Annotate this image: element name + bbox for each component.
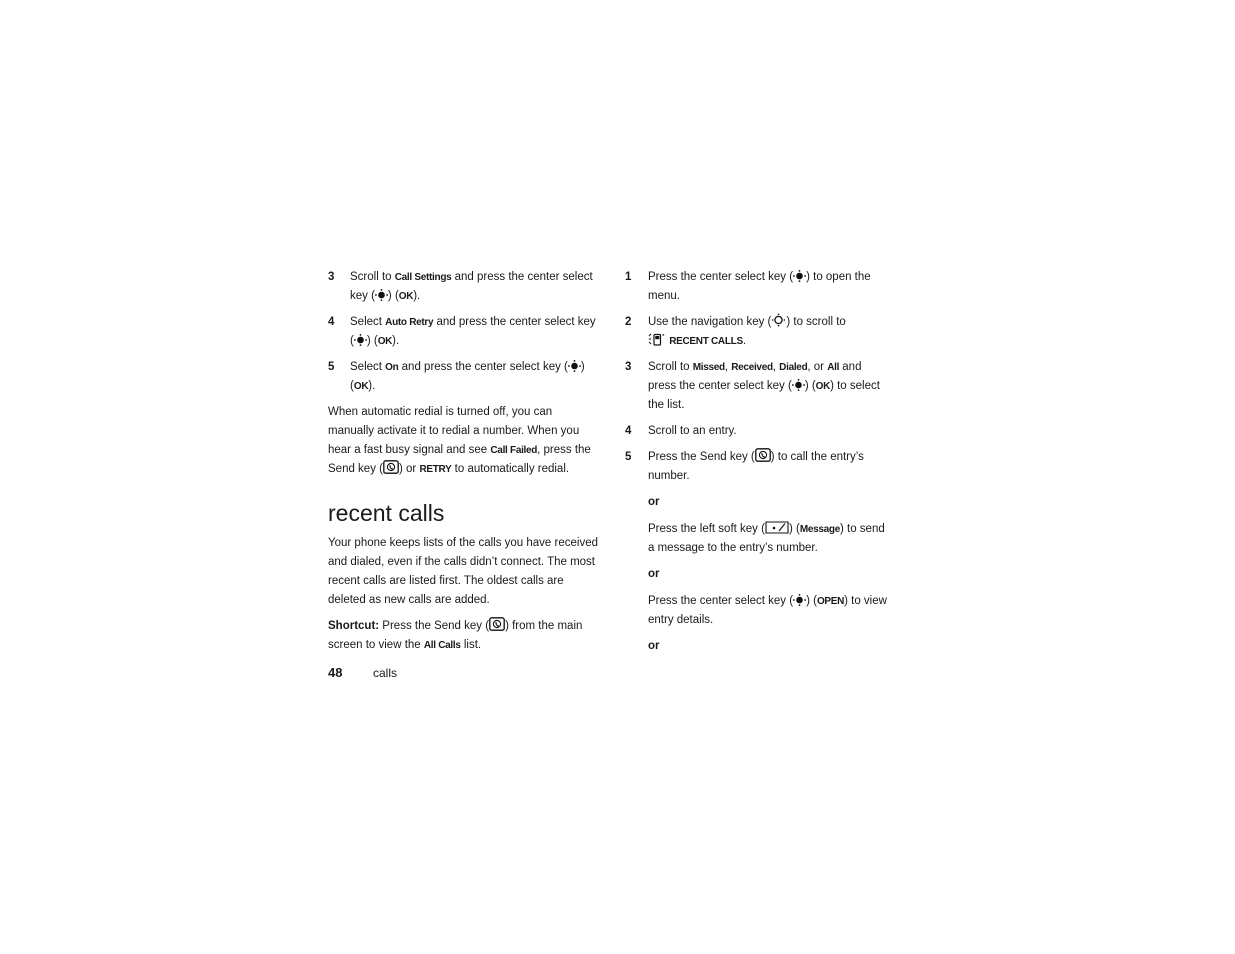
step-1-open-menu: 1 Press the center select key ( ) to open the menu. [625,268,887,306]
redial-paragraph: When automatic redial is turned off, you can manually activate it to redial a number. When you hear a fast busy signal and see Call Failed, press the Send key ( ) or RETRY to automatically redial. [328,406,591,475]
step-number: 4 [328,316,335,328]
softkey-ok: OK [377,336,393,347]
step-5-on: 5 Select On and press the center select key ( ) (OK). [328,358,598,396]
center-select-key-icon [375,289,388,301]
center-select-key-icon [793,594,806,606]
menu-item-call-settings: Call Settings [394,272,452,283]
step-4-auto-retry: 4 Select Auto Retry and press the center select key ( ) (OK). [328,313,598,351]
list-dialed: Dialed [779,362,808,373]
shortcut-label: Shortcut: [328,620,380,632]
softkey-message: Message [799,524,840,535]
step-3-select-list: 3 Scroll to Missed, Received, Dialed, or All and press the center select key ( ) (OK) to select the list. [625,358,887,415]
softkey-open: OPEN [816,596,845,607]
or-separator: or [648,640,660,652]
left-soft-key-icon [765,521,789,534]
list-received: Received [731,362,773,373]
center-select-key-icon [793,270,806,282]
step-number: 3 [328,271,335,283]
step-number: 5 [625,451,632,463]
intro-paragraph: Your phone keeps lists of the calls you have received and dialed, even if the calls didn’t connect. The most recent calls are listed first. The oldest calls are deleted as new calls are added. [328,537,598,606]
step-5-call-entry: 5 Press the Send key ( ) to call the entry’s number. [625,448,887,486]
alt-send-message: Press the left soft key ( ) (Message) to send a message to the entry’s number. [648,523,885,554]
page-footer [328,665,397,680]
page-number: 48 [328,665,343,680]
send-key-icon [383,460,399,474]
send-key-icon [489,617,505,631]
step-4-scroll-entry: 4 Scroll to an entry. [625,422,887,441]
step-number: 2 [625,316,632,328]
center-select-key-icon [354,334,367,346]
step-number: 4 [625,425,632,437]
step-number: 5 [328,361,335,373]
section-heading: recent calls [328,500,445,526]
softkey-ok: OK [815,381,831,392]
send-key-icon [755,448,771,462]
softkey-ok: OK [353,381,369,392]
right-column [625,268,887,664]
shortcut-paragraph: Shortcut: Press the Send key ( ) from the main screen to view the All Calls list. [328,617,598,655]
step-2-scroll-recent-calls: 2 Use the navigation key ( ) to scroll to RECENT CALLS. [625,313,887,351]
center-select-key-icon [568,360,581,372]
list-all: All [827,362,840,373]
softkey-retry: RETRY [419,464,452,475]
navigation-key-icon [771,313,786,327]
step-3-call-settings: 3 Scroll to Call Settings and press the center select key ( ) (OK). [328,268,598,306]
step-number: 3 [625,361,632,373]
alt-view-details: Press the center select key ( ) (OPEN) to view entry details. [648,595,887,626]
menu-item-on: On [385,362,399,373]
or-separator: or [648,568,660,580]
step-number: 1 [625,271,632,283]
recent-calls-icon [648,333,666,346]
list-all-calls: All Calls [423,640,461,651]
or-separator: or [648,496,660,508]
left-column [328,268,598,662]
menu-item-recent-calls: RECENT CALLS [669,336,743,347]
screen-text-call-failed: Call Failed [490,445,538,456]
center-select-key-icon [792,379,805,391]
menu-item-auto-retry: Auto Retry [385,317,434,328]
section-name: calls [373,666,398,680]
list-missed: Missed [692,362,725,373]
softkey-ok: OK [398,291,414,302]
